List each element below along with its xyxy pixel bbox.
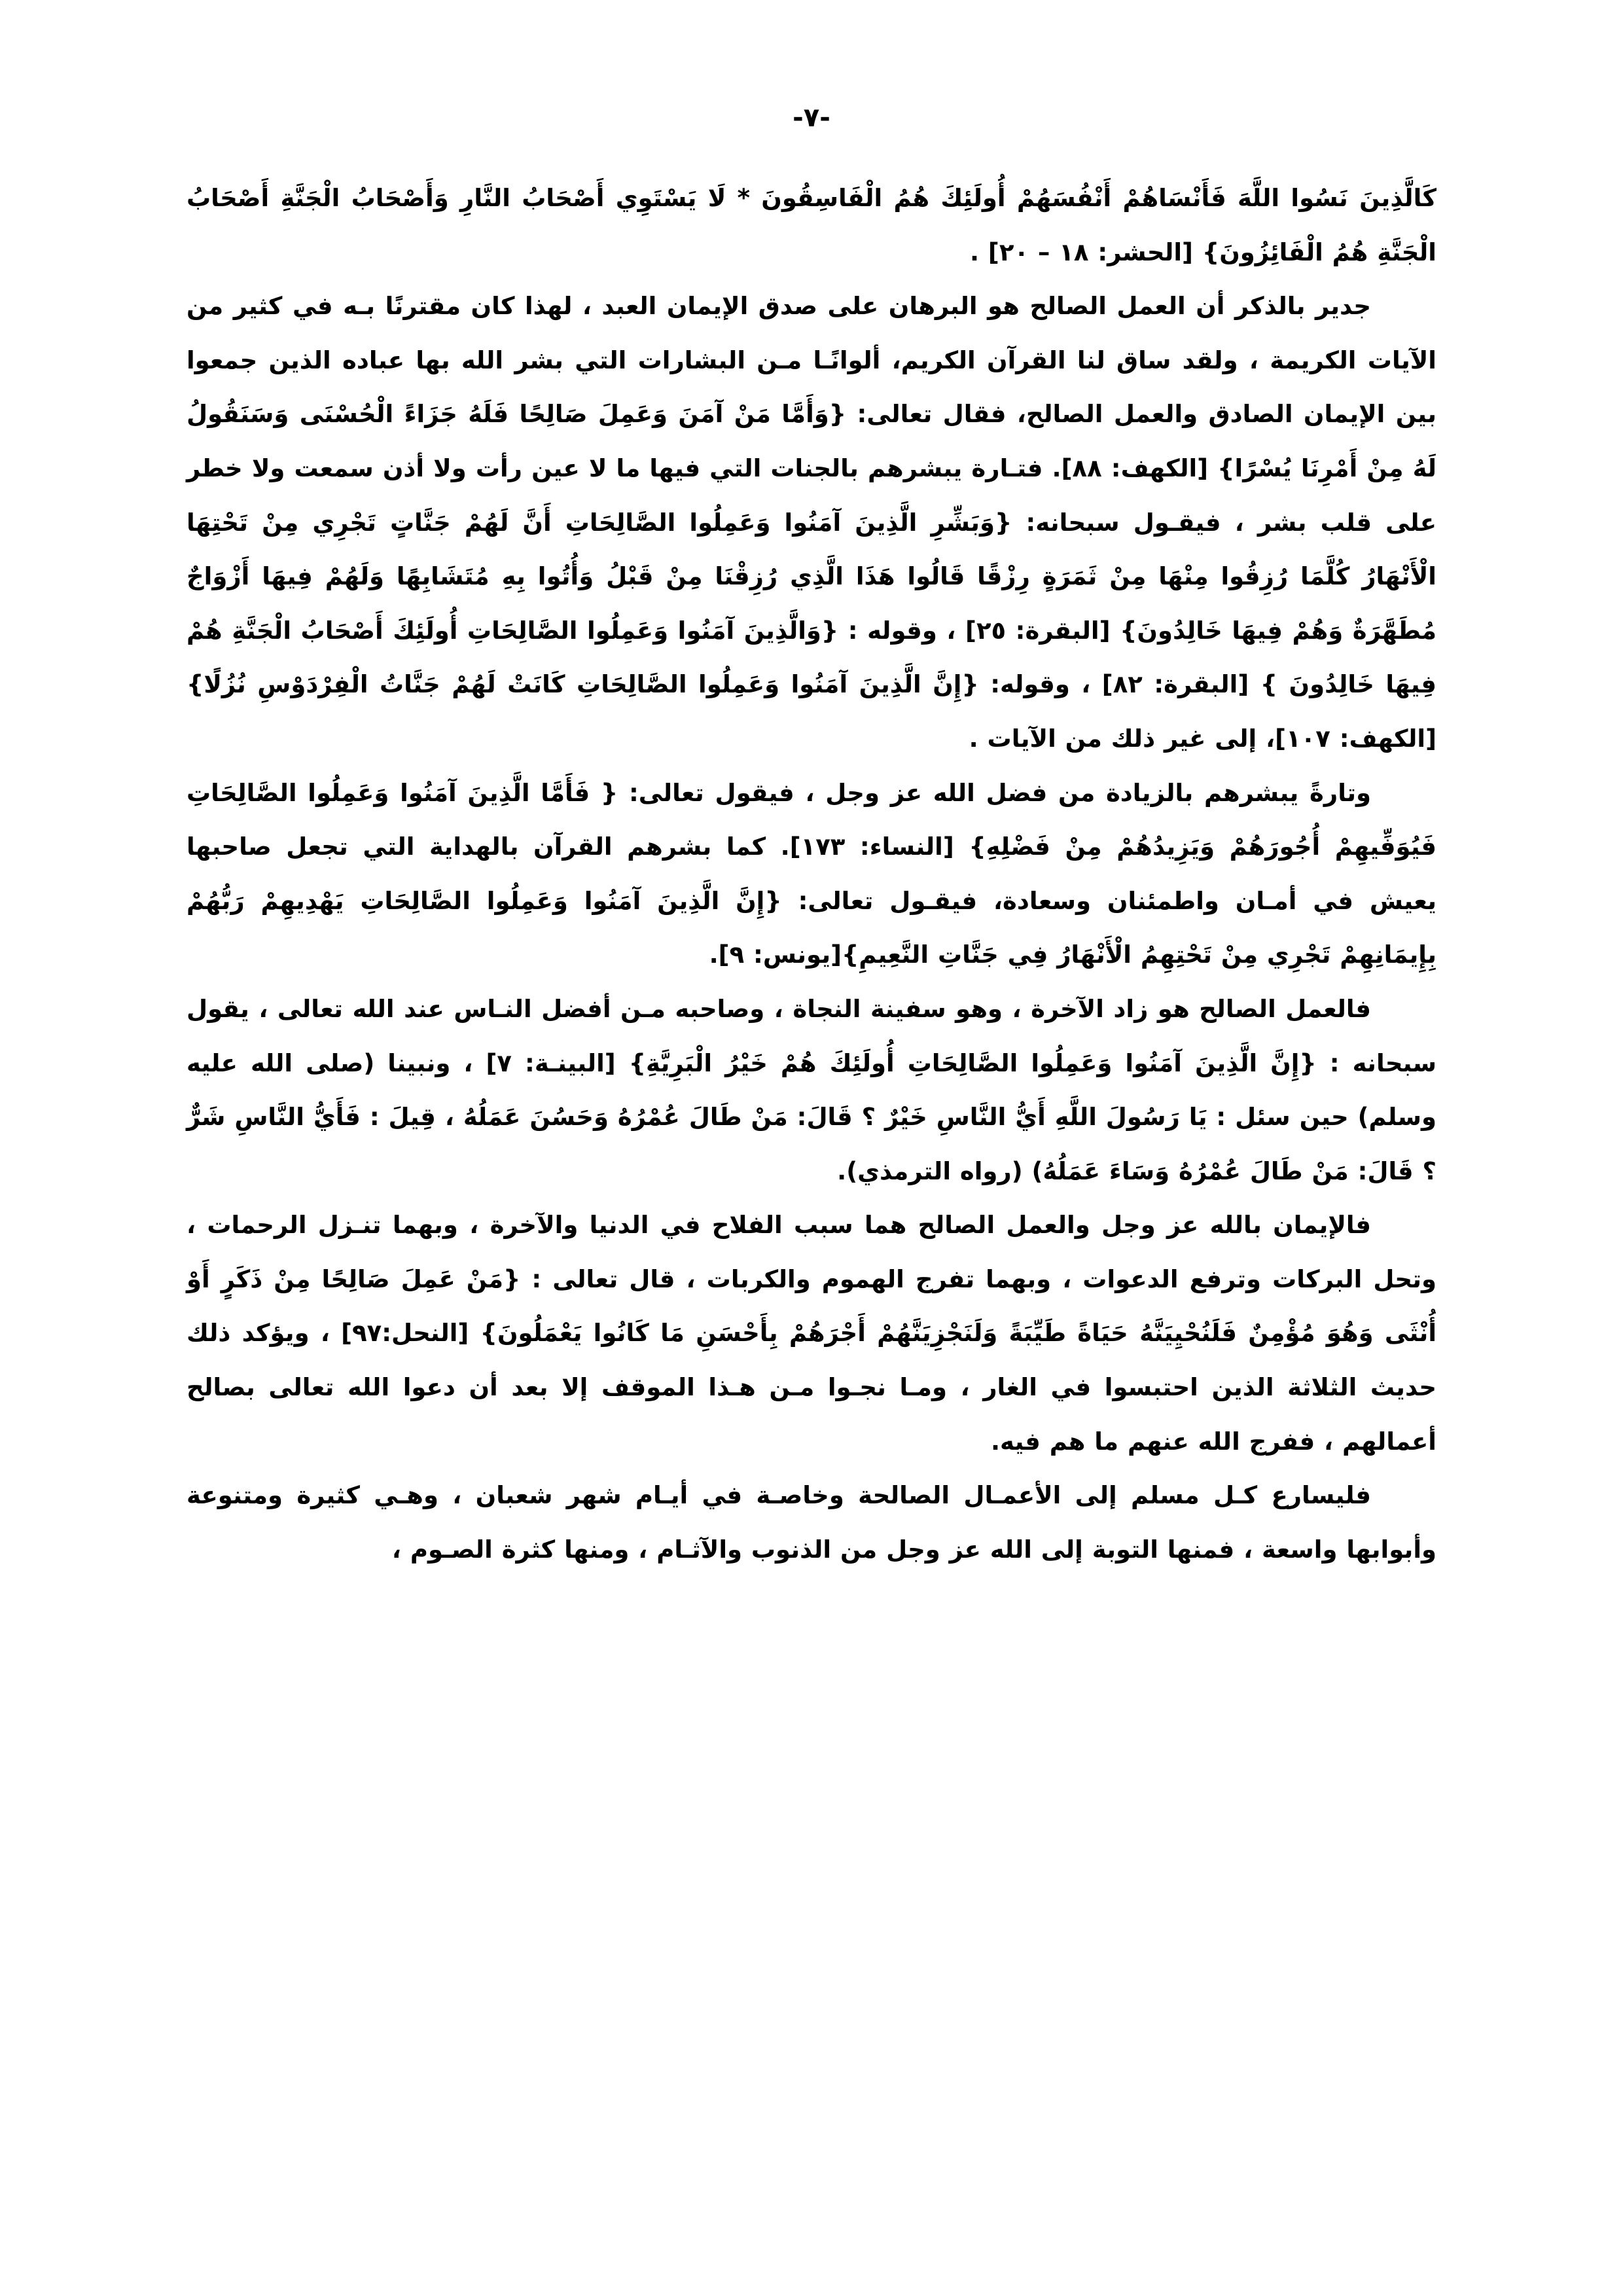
paragraph-good-deeds-glad-tidings: جدير بالذكر أن العمل الصالح هو البرهان على صدق الإيمان العبد ، لهذا كان مقترنًا بـه في كثير من الآيات الكريمة ، ولقد ساق لنا القرآن الكريم، ألوانًـا مـن البشارات التي بشر الله بها عباده الذين جمعوا بين الإيمان الصادق والعمل الصالح، فقال تعالى: {وَأَمَّا مَنْ آمَنَ وَعَمِلَ صَالِحًا فَلَهُ جَزَاءً الْحُسْنَى وَسَنَقُولُ لَهُ مِنْ أَمْرِنَا يُسْرًا} [الكهف: ٨٨]. فتـارة يبشرهم بالجنات التي فيها ما لا عين رأت ولا أذن سمعت ولا خطر على قلب بشر ، فيقـول سبحانه: {وَبَشِّرِ الَّذِينَ آمَنُوا وَعَمِلُوا الصَّالِحَاتِ أَنَّ لَهُمْ جَنَّاتٍ تَجْرِي مِنْ تَحْتِهَا الْأَنْهَارُ كُلَّمَا رُزِقُوا مِنْهَا مِنْ ثَمَرَةٍ رِزْقًا قَالُوا هَذَا الَّذِي رُزِقْنَا مِنْ قَبْلُ وَأُتُوا بِهِ مُتَشَابِهًا وَلَهُمْ فِيهَا أَزْوَاجٌ مُطَهَّرَةٌ وَهُمْ فِيهَا خَالِدُونَ} [البقرة: ٢٥] ، وقوله : {وَالَّذِينَ آمَنُوا وَعَمِلُوا الصَّالِحَاتِ أُولَئِكَ أَصْحَابُ الْجَنَّةِ هُمْ فِيهَا خَالِدُونَ } [البقرة: ٨٢] ، وقوله: {إِنَّ الَّذِينَ آمَنُوا وَعَمِلُوا الصَّالِحَاتِ كَانَتْ لَهُمْ جَنَّاتُ الْفِرْدَوْسِ نُزُلًا} [الكهف: ١٠٧]، إلى غير ذلك من الآيات . <box>187 292 1437 753</box>
page-number: -٧- <box>793 103 830 133</box>
paragraph-provision-of-hereafter: فالعمل الصالح هو زاد الآخرة ، وهو سفينة النجاة ، وصاحبه مـن أفضل النـاس عند الله تعالى ، يقول سبحانه : {إِنَّ الَّذِينَ آمَنُوا وَعَمِلُوا الصَّالِحَاتِ أُولَئِكَ هُمْ خَيْرُ الْبَرِيَّةِ} [البينـة: ٧] ، ونبينا (صلى الله عليه وسلم) حين سئل : يَا رَسُولَ اللَّهِ أَيُّ النَّاسِ خَيْرٌ ؟ قَالَ: مَنْ طَالَ عُمْرُهُ وَحَسُنَ عَمَلُهُ ، قِيلَ : فَأَيُّ النَّاسِ شَرٌّ ؟ قَالَ: مَنْ طَالَ عُمْرُهُ وَسَاءَ عَمَلُهُ) (رواه الترمذي). <box>187 994 1436 1185</box>
paragraph-shaban-good-deeds: فليسارع كـل مسلم إلى الأعمـال الصالحة وخاصـة في أيـام شهر شعبان ، وهـي كثيرة ومتنوعة وأبوابها واسعة ، فمنها التوبة إلى الله عز وجل من الذنوب والآثـام ، ومنها كثرة الصـوم ، <box>187 1481 1436 1564</box>
document-page <box>187 98 1436 2219</box>
paragraph-quran-hashr: كَالَّذِينَ نَسُوا اللَّهَ فَأَنْسَاهُمْ أَنْفُسَهُمْ أُولَئِكَ هُمُ الْفَاسِقُونَ * لَا يَسْتَوِي أَصْحَابُ النَّارِ وَأَصْحَابُ الْجَنَّةِ أَصْحَابُ الْجَنَّةِ هُمُ الْفَائِزُونَ} [الحشر: ١٨ – ٢٠] . <box>187 184 1436 266</box>
paragraph-success-in-both-worlds: فالإيمان بالله عز وجل والعمل الصالح هما سبب الفلاح في الدنيا والآخرة ، وبهما تنـزل الرحمات ، وتحل البركات وترفع الدعوات ، وبهما تفرج الهموم والكربات ، قال تعالى : {مَنْ عَمِلَ صَالِحًا مِنْ ذَكَرٍ أَوْ أُنْثَى وَهُوَ مُؤْمِنٌ فَلَنُحْيِيَنَّهُ حَيَاةً طَيِّبَةً وَلَنَجْزِيَنَّهُمْ أَجْرَهُمْ بِأَحْسَنِ مَا كَانُوا يَعْمَلُونَ} [النحل:٩٧] ، ويؤكد ذلك حديث الثلاثة الذين احتبسوا في الغار ، ومـا نجـوا مـن هـذا الموقف إلا بعد أن دعوا الله تعالى بصالح أعمالهم ، ففرج الله عنهم ما هم فيه. <box>187 1211 1437 1456</box>
paragraph-increase-and-guidance: وتارةً يبشرهم بالزيادة من فضل الله عز وجل ، فيقول تعالى: { فَأَمَّا الَّذِينَ آمَنُوا وَعَمِلُوا الصَّالِحَاتِ فَيُوَفِّيهِمْ أُجُورَهُمْ وَيَزِيدُهُمْ مِنْ فَضْلِهِ} [النساء: ١٧٣]. كما بشرهم القرآن بالهداية التي تجعل صاحبها يعيش في أمـان واطمئنان وسعادة، فيقـول تعالى: {إِنَّ الَّذِينَ آمَنُوا وَعَمِلُوا الصَّالِحَاتِ يَهْدِيهِمْ رَبُّهُمْ بِإِيمَانِهِمْ تَجْرِي مِنْ تَحْتِهِمُ الْأَنْهَارُ فِي جَنَّاتِ النَّعِيمِ}[يونس: ٩]. <box>187 778 1437 969</box>
